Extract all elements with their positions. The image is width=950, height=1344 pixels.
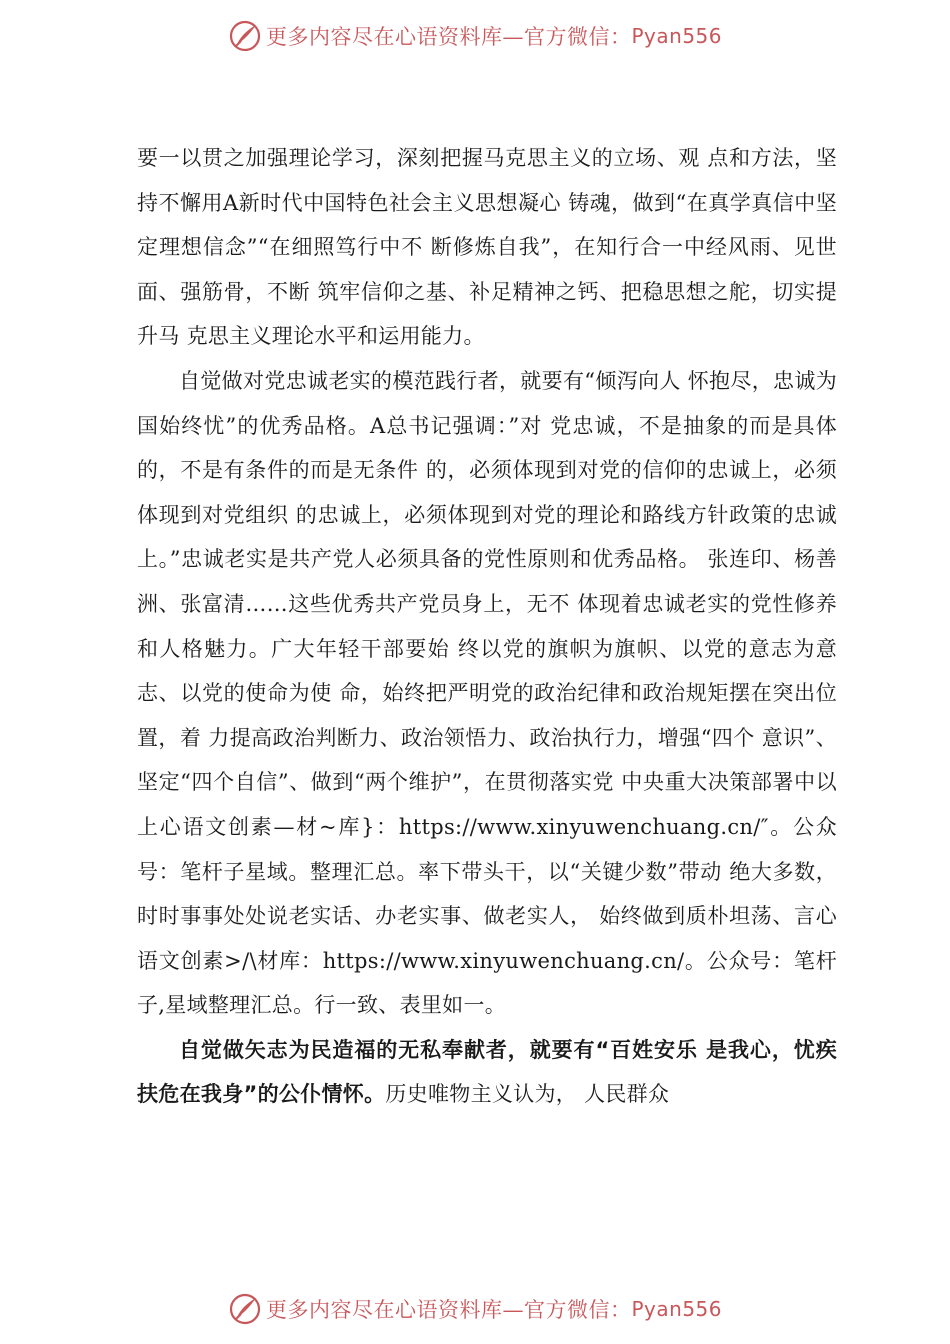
paragraph-1: 要一以贯之加强理论学习，深刻把握马克思主义的立场、观 点和方法，坚持不懈用A新时代中国特色社会主义思想凝心 铸魂，做到“在真学真信中坚定理想信念”“在细照笃行中不 断修炼自我”，在知行合一中经风雨、见世面、强筋骨，不断 筑牢信仰之基、补足精神之钙、把稳思想之舵，切实提升马 克思主义理论水平和运用能力。	[137, 146, 837, 349]
paragraph-3-lead: 自觉做矢志为民造福的无私奉献者，就要有“百姓安乐 是我心，忧疾扶危在我身”的公仆情怀。	[137, 1037, 837, 1107]
quill-seal-icon	[228, 1292, 262, 1326]
watermark-account: Pyan556	[631, 24, 722, 48]
watermark-header	[0, 16, 950, 56]
watermark-footer	[0, 1289, 950, 1329]
document-body	[137, 136, 837, 1117]
paragraph-3	[137, 1028, 837, 1117]
quill-seal-icon	[228, 19, 262, 53]
watermark-text: 更多内容尽在心语资料库—官方微信：	[265, 25, 632, 49]
paragraph-2: 自觉做对党忠诚老实的模范践行者，就要有“倾泻向人 怀抱尽，忠诚为国始终忧”的优秀品格。A总书记强调：”对 党忠诚，不是抽象的而是具体的，不是有条件的而是无条件 的，必须体现到对党的信仰的忠诚上，必须体现到对党组织 的忠诚上，必须体现到对党的理论和路线方针政策的忠诚 上。”忠诚老实是共产党人必须具备的党性原则和优秀品格。 张连印、杨善洲、张富清……这些优秀共产党员身上，无不 体现着忠诚老实的党性修养和人格魅力。广大年轻干部要始 终以党的旗帜为旗帜、以党的意志为意志、以党的使命为使 命，始终把严明党的政治纪律和政治规矩摆在突出位置，着 力提高政治判断力、政治领悟力、政治执行力，增强“四个 意识”、坚定“四个自信”、做到“两个维护”，在贯彻落实党 中央重大决策部署中以上心语文创素—材~库}：https://www.xinyuwenchuang.cn/″。公众号：笔杆子星域。整理汇总。率下带头干，以“关键少数”带动 绝大多数，时时事事处处说老实话、办老实事、做老实人， 始终做到质朴坦荡、言心语文创素>/\材库：https://www.xinyuwenchuang.cn/。公众号：笔杆子,星域整理汇总。行一致、表里如一。	[137, 368, 838, 1018]
watermark-text: 更多内容尽在心语资料库—官方微信：	[265, 1298, 632, 1322]
paragraph-3-text: 历史唯物主义认为， 人民群众	[385, 1082, 670, 1107]
watermark-account: Pyan556	[631, 1297, 722, 1321]
